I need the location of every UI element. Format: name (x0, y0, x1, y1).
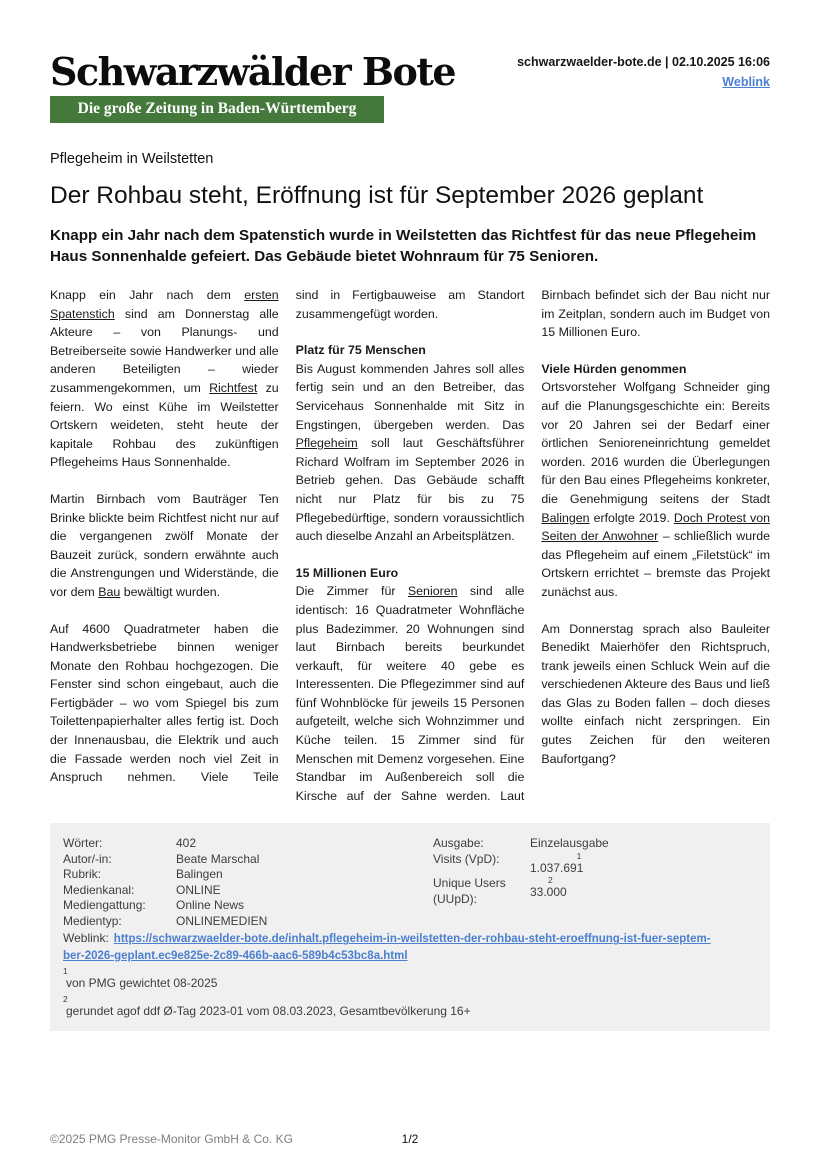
text-segment: zu feiern. Wo einst Kühe im Weilstetter Ortskern weideten, steht heute der kapitale Rohbau des zukünftigen Pflegeheims Haus Sonnenhalde. (50, 380, 279, 470)
metadata-row-rubrik (63, 867, 433, 883)
text-segment: sind alle identisch: 16 Quadratmeter Wohnfläche plus Badezimmer. 20 Wohnungen sind laut Birnbach bereits beurkundet verkauft, für weitere 40 gebe es Interessenten. Die Pflegezimmer sind auf fünf Wohnblöcke für jeweils 15 Personen aufgeteilt, welche sich Wohnzimmer und Küche teilen. 15 Zimmer sind für Menschen mit Demenz vorgesehen. Eine Standbar im Außenbereich soll die Kirsche auf der Sahne werden. Laut (295, 584, 525, 803)
header (50, 0, 770, 123)
metadata-value: ONLINE (176, 882, 221, 897)
article-kicker: Pflegeheim in Weilstetten (50, 151, 214, 167)
metadata-left-column (63, 836, 433, 929)
article (50, 150, 770, 805)
text-segment: Ortsvorsteher Wolfgang Schneider ging auf die Planungsgeschichte ein: Bereits vor 20 Jahren sei der Bedarf einer örtlichen Senioreneinrichtung gemeldet worden. 2016 wurden die Überlegungen für den Bau eines Pflegeheims konkreter, die Genehmigung seitens der Stadt (541, 380, 771, 506)
metadata-label: Medientyp: (63, 913, 122, 928)
metadata-value: Einzelausgabe (530, 836, 609, 851)
article-paragraph (541, 620, 770, 769)
metadata-row-ausgabe (433, 836, 757, 852)
weblink-row-header (517, 72, 770, 92)
inline-link[interactable]: Doch Protest von Seiten der Anwohner (541, 510, 771, 544)
metadata-value: ONLINEMEDIEN (176, 913, 268, 928)
weblink-row (63, 931, 757, 964)
inline-link[interactable]: Balingen (541, 510, 590, 525)
weblink-label: Weblink: (63, 931, 109, 946)
metadata-row-visits (433, 852, 757, 877)
metadata-row-autor (63, 852, 433, 868)
article-columns (50, 286, 770, 805)
article-subhead: 15 Millionen Euro (295, 565, 399, 580)
footnote-marker: 2 (63, 993, 68, 1004)
metadata-row-mediengattung (63, 898, 433, 914)
metadata-value: Beate Marschal (176, 851, 260, 866)
article-paragraph (296, 360, 525, 546)
page-footer (50, 1131, 770, 1147)
article-paragraph (296, 286, 525, 323)
metadata-row-medienkanal (63, 883, 433, 899)
metadata-value: Online News (176, 898, 245, 913)
article-lead: Knapp ein Jahr nach dem Spatenstich wurde in Weilstetten das Richtfest für das neue Pflegeheim Haus Sonnenhalde gefeiert. Das Gebäude bietet Wohnraum für 75 Senioren. (50, 227, 757, 265)
footnote-marker: 1 (63, 966, 68, 977)
article-paragraph (541, 378, 770, 601)
publication-logo-tagline: Die große Zeitung in Baden-Württemberg (50, 96, 384, 123)
metadata-label: Unique Users (UUpD): (433, 876, 506, 906)
article-column-2 (296, 286, 525, 805)
article-column-3 (541, 286, 770, 805)
metadata-row-unique-users (433, 876, 757, 907)
text-segment: Martin Birnbach vom Bauträger Ten Brinke blickte beim Richtfest nicht nur auf die vergangenen zwölf Monate der Bauzeit zurück, sondern erwähnte auch die Anstrengungen und Widerstände, die vor dem (50, 491, 279, 599)
inline-link[interactable]: Senioren (407, 584, 458, 599)
footnote-text: gerundet agof ddf Ø-Tag 2023-01 vom 08.03.2023, Gesamtbevölkerung 16+ (66, 1003, 471, 1018)
article-url-line2: ber-2026-geplant.ec9e825e-2c89-466b-aac6-589b4c53bc8a.html (63, 949, 408, 962)
article-subhead: Viele Hürden genommen (541, 361, 687, 376)
inline-link[interactable]: ersten Spatenstich (50, 288, 279, 321)
text-segment: Bis August kommenden Jahres soll alles fertig sein und an den Betreiber, das Servicehaus Sonnenhalde mit Sitz in Engstingen, übergeben werden. Das (295, 361, 525, 432)
article-paragraph (541, 286, 770, 342)
metadata-label: Medienkanal: (63, 882, 135, 897)
text-segment: Knapp ein Jahr nach dem (50, 288, 245, 302)
page-number: 1/2 (401, 1132, 419, 1147)
article-url-link[interactable] (63, 933, 711, 962)
source-date-line: schwarzwaelder-bote.de | 02.10.2025 16:06 (517, 55, 770, 69)
metadata-label: Wörter: (63, 836, 103, 851)
text-segment: erfolgte 2019. (589, 510, 674, 525)
metadata-label: Rubrik: (63, 867, 102, 882)
article-subhead: Platz für 75 Menschen (295, 343, 426, 358)
article-headline: Der Rohbau steht, Eröffnung ist für September 2026 geplant (50, 182, 704, 209)
visits-value: 1.037.691 (530, 860, 584, 875)
metadata-right-column (433, 836, 757, 929)
footnote-marker: 2 (548, 875, 553, 886)
text-segment: Birnbach befindet sich der Bau nicht nur im Zeitplan, sondern auch im Budget von 15 Millionen Euro. (541, 288, 771, 340)
copyright-text: ©2025 PMG Presse-Monitor GmbH & Co. KG (50, 1132, 293, 1147)
article-paragraph (50, 620, 279, 787)
metadata-label: Visits (VpD): (433, 851, 500, 866)
footnote-1 (63, 967, 757, 992)
text-segment: Die Zimmer für (295, 584, 408, 599)
footnote-2 (63, 995, 757, 1020)
metadata-value (530, 876, 567, 907)
metadata-box (50, 823, 770, 1031)
inline-link[interactable]: Bau (98, 584, 121, 599)
metadata-label: Mediengattung: (63, 898, 146, 913)
text-segment: soll laut Geschäftsführer Richard Wolfram im September 2026 in Betrieb gehen. Das Gebäude schafft nicht nur Platz für bis zu 75 Pflegebedürftige, sondern voraussichtlich auch dieselbe Anzahl an Arbeitsplätzen. (295, 436, 525, 544)
text-segment: bewältigt wurden. (120, 584, 221, 599)
publication-logo (50, 49, 456, 123)
article-paragraph (50, 286, 279, 472)
metadata-row-woerter (63, 836, 433, 852)
publication-logo-title: Schwarzwälder Bote (50, 49, 456, 94)
footnote-text: von PMG gewichtet 08-2025 (66, 976, 218, 991)
article-paragraph (50, 490, 279, 602)
header-meta (517, 50, 770, 92)
weblink-link[interactable]: Weblink (722, 75, 770, 89)
inline-link[interactable]: Richtfest (209, 380, 258, 395)
article-paragraph (296, 582, 525, 805)
metadata-value: Balingen (176, 867, 223, 882)
inline-link[interactable]: Pflegeheim (295, 436, 358, 451)
metadata-grid (63, 836, 757, 929)
text-segment: sind in Fertigbauweise am Standort zusammengefügt worden. (295, 288, 525, 321)
metadata-value (530, 852, 583, 877)
metadata-row-medientyp (63, 914, 433, 930)
metadata-label: Ausgabe: (433, 836, 484, 851)
article-column-1 (50, 286, 279, 805)
footnote-marker: 1 (576, 850, 582, 861)
metadata-label: Autor/-in: (63, 851, 112, 866)
metadata-value: 402 (176, 836, 197, 851)
text-segment: Auf 4600 Quadratmeter haben die Handwerksbetriebe binnen weniger Monate den Rohbau hochgezogen. Die Fenster sind schon eingebaut, auch die Fertigbäder – wo vom Spiegel bis zum Toilettenpapierhalter alles fertig ist. Doch der Innenausbau, die Elektrik und auch die Fassade werden noch viel Zeit in Anspruch nehmen. Viele Teile (50, 621, 279, 785)
text-segment: Am Donnerstag sprach also Bauleiter Benedikt Maierhöfer den Richtspruch, trank jeweils einen Schluck Wein auf die verschiedenen Akteure des Baus und ließ das Glas zu Boden fallen – doch dieses wollte einfach nicht zerspringen. Ein gutes Zeichen für den weiteren Baufortgang? (541, 621, 771, 766)
text-segment: sind am Donnerstag alle Akteure – von Planungs- und Betreiberseite sowie Handwerker und alle anderen Beteiligten – wieder zusammengekommen, um (50, 306, 279, 395)
article-url-line1: https://schwarzwaelder-bote.de/inhalt.pflegeheim-in-weilstetten-der-rohbau-steht-eroeffnung-ist-fuer-septem- (113, 933, 711, 946)
unique-users-value: 33.000 (530, 885, 567, 900)
text-segment: – schließlich wurde das Pflegeheim auf einem „Filetstück“ im Ortskern errichtet – bremste das Projekt zunächst aus. (541, 529, 771, 599)
